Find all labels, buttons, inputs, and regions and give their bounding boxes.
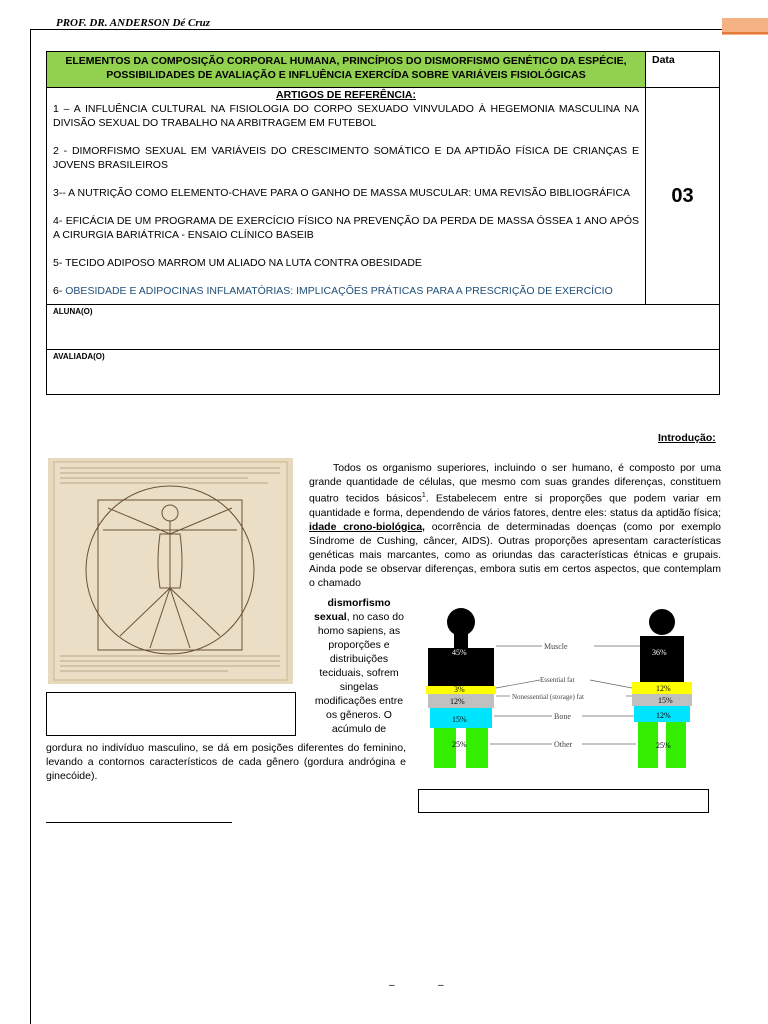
footnote-separator [46, 822, 232, 823]
body-composition-figure [418, 600, 708, 780]
intro-heading: Introdução: [658, 432, 716, 444]
male-essential-pct: 3% [454, 685, 465, 694]
legend-storage-fat: Nonessential (storage) fat [512, 693, 584, 701]
student-field[interactable] [47, 305, 720, 350]
articles-heading: ARTIGOS DE REFERÊNCIA: [275, 89, 416, 101]
header-table [46, 51, 720, 395]
evaluated-field[interactable] [47, 350, 720, 395]
article-item [53, 284, 639, 298]
footer-dash: – [438, 980, 444, 991]
intro-paragraph-3: gordura no indivíduo masculino, se dá em posições diferentes do feminino, levando a contornos característicos de cada gênero (gordura andrógina e ginecóide). [46, 742, 406, 782]
evaluated-label: AVALIADA(O) [53, 352, 105, 361]
article-item: 5- TECIDO ADIPOSO MARROM UM ALIADO NA LUTA CONTRA OBESIDADE [53, 257, 422, 269]
image-caption-box[interactable] [46, 692, 296, 736]
female-figure [632, 609, 692, 768]
figure-caption-box[interactable] [418, 789, 709, 813]
article-item: 3-- A NUTRIÇÃO COMO ELEMENTO-CHAVE PARA O GANHO DE MASSA MUSCULAR: UMA REVISÃO BIBLIOGRÁFICA [53, 187, 631, 199]
intro-text: . Estabelecem entre si proporções que podem variar em quantidade e forma, dependendo de vários fatores, dentre eles: status da aptidão física; [309, 492, 721, 519]
intro-paragraph-1 [309, 461, 721, 590]
intro-underlined: idade crono-biológica, [309, 520, 425, 533]
intro-text: Todos os organismo superiores, incluindo o ser humano, é composto por uma grande quantidade de células, que mesmo com suas grandes diferenças, constituem quatro tecidos básicos [309, 462, 721, 505]
header-rule [30, 29, 728, 30]
date-label: Data [646, 52, 720, 88]
female-muscle-pct: 36% [652, 648, 667, 657]
female-storage-pct: 15% [658, 696, 673, 705]
sheet-number: 03 [646, 88, 720, 305]
male-storage-pct: 12% [450, 697, 465, 706]
article-item: 4- EFICÁCIA DE UM PROGRAMA DE EXERCÍCIO FÍSICO NA PREVENÇÃO DA PERDA DE MASSA ÓSSEA 1 ANO APÓS A CIRURGIA BARIÁTRICA - ENSAIO CLÍNICO BASEIB [53, 215, 639, 241]
legend-muscle: Muscle [544, 642, 568, 651]
legend-bone: Bone [554, 712, 571, 721]
author-header: PROF. DR. ANDERSON Dé Cruz [56, 17, 211, 29]
male-bone-pct: 15% [452, 715, 467, 724]
dismorfismo-term: dismorfismo sexual [314, 597, 391, 623]
male-other-pct: 25% [452, 740, 467, 749]
intro-text: , no caso do homo sapiens, as proporções e distribuições teciduais, sofrem singelas modificações entre os gêneros. O acúmulo de [314, 611, 404, 735]
orange-tab [722, 18, 768, 34]
article-6-text: OBESIDADE E ADIPOCINAS INFLAMATÓRIAS: IMPLICAÇÕES PRÁTICAS PARA A PRESCRIÇÃO DE EXERCÍCIO [65, 285, 613, 297]
document-title: ELEMENTOS DA COMPOSIÇÃO CORPORAL HUMANA, PRINCÍPIOS DO DISMORFISMO GENÉTICO DA ESPÉCIE, POSSIBILIDADES DE AVALIAÇÃO E INFLUÊNCIA EXERCÍDA SOBRE VARIÁVEIS FISIOLÓGICAS [47, 52, 646, 88]
footer-dash: – [389, 980, 395, 991]
female-other-pct: 25% [656, 741, 671, 750]
intro-paragraph-2 [309, 596, 409, 736]
articles-cell [47, 88, 646, 305]
article-item: 1 – A INFLUÊNCIA CULTURAL NA FISIOLOGIA DO CORPO SEXUADO VINVULADO À HEGEMONIA MASCULINA NA DIVISÃO SEXUAL DO TRABALHO NA ARBITRAGEM EM FUTEBOL [53, 103, 639, 129]
page-left-border [30, 29, 31, 1024]
article-6-prefix: 6- [53, 285, 66, 297]
male-muscle-pct: 45% [452, 648, 467, 657]
female-essential-pct: 12% [656, 684, 671, 693]
article-item: 2 - DIMORFISMO SEXUAL EM VARIÁVEIS DO CRESCIMENTO SOMÁTICO E DA APTIDÃO FÍSICA DE CRIANÇAS E JOVENS BRASILEIROS [53, 145, 639, 171]
orange-tab-line [722, 34, 768, 35]
female-bone-pct: 12% [656, 711, 671, 720]
legend-other: Other [554, 740, 573, 749]
student-label: ALUNA(O) [53, 307, 93, 316]
intro-text: ocorrência de determinadas doenças (como por exemplo Síndrome de Cushing, câncer, AIDS). Outras proporções apresentam características genéticas mais marcantes, como as oriundas das características étnicas e grupais. Ainda pode se observar diferenças, embora sutis em certos aspectos, que contemplam o chamado [309, 520, 721, 589]
legend-essential-fat: Essential fat [540, 676, 575, 684]
vitruvian-man-image [48, 458, 293, 684]
footnote-ref: 1 [421, 492, 426, 499]
male-figure [426, 608, 496, 768]
